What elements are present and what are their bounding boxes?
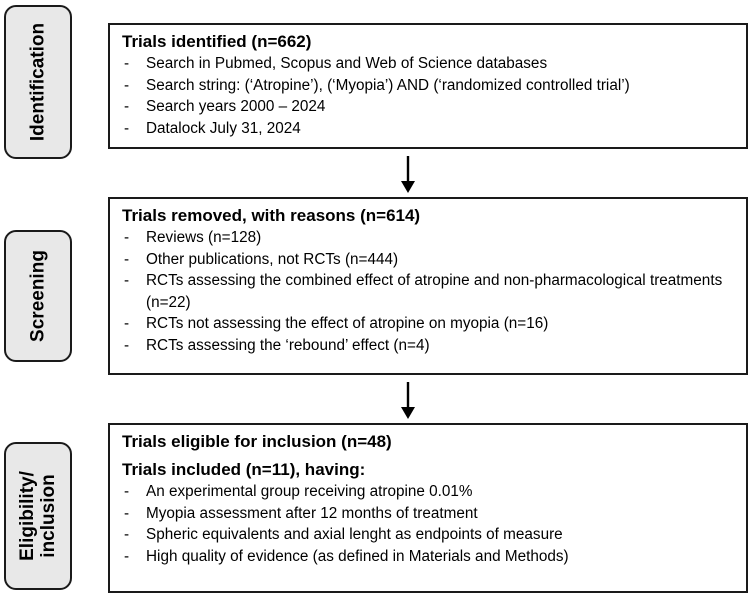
- inclusion-subtitle: Trials included (n=11), having:: [122, 460, 366, 479]
- list-item: - An experimental group receiving atropine 0.01%: [122, 481, 734, 503]
- list-item: - Search in Pubmed, Scopus and Web of Science databases: [122, 53, 734, 75]
- list-item: - RCTs assessing the ‘rebound’ effect (n=4): [122, 335, 734, 357]
- list-item: - Other publications, not RCTs (n=444): [122, 249, 734, 271]
- identification-title: Trials identified (n=662): [122, 32, 312, 51]
- inclusion-list: [122, 481, 734, 567]
- screening-list: [122, 227, 734, 356]
- identification-box: [108, 23, 748, 149]
- stage-label-screening: [4, 230, 72, 362]
- list-item: - Spheric equivalents and axial lenght as endpoints of measure: [122, 524, 734, 546]
- down-arrow-icon: [398, 155, 418, 195]
- list-item: - Myopia assessment after 12 months of treatment: [122, 503, 734, 525]
- stage-label-eligibility: [4, 442, 72, 590]
- identification-label: Identification: [27, 22, 49, 142]
- eligibility-label: [17, 471, 59, 561]
- screening-title: Trials removed, with reasons (n=614): [122, 206, 421, 225]
- screening-label: Screening: [27, 250, 49, 342]
- list-item: - Search years 2000 – 2024: [122, 96, 734, 118]
- list-item: - Search string: (‘Atropine’), (‘Myopia’) AND (‘randomized controlled trial’): [122, 75, 734, 97]
- eligibility-label-line2: inclusion: [38, 474, 59, 558]
- list-item: - RCTs assessing the combined effect of atropine and non-pharmacological treatments (n=22): [122, 270, 734, 313]
- screening-box: [108, 197, 748, 375]
- eligibility-label-line1: Eligibility/: [17, 471, 38, 561]
- eligibility-title: Trials eligible for inclusion (n=48): [122, 432, 392, 451]
- list-item: - RCTs not assessing the effect of atropine on myopia (n=16): [122, 313, 734, 335]
- eligibility-box: [108, 423, 748, 593]
- down-arrow-icon: [398, 381, 418, 421]
- list-item: - Reviews (n=128): [122, 227, 734, 249]
- stage-label-identification: [4, 5, 72, 159]
- list-item: - High quality of evidence (as defined in Materials and Methods): [122, 546, 734, 568]
- list-item: - Datalock July 31, 2024: [122, 118, 734, 140]
- identification-list: [122, 53, 734, 139]
